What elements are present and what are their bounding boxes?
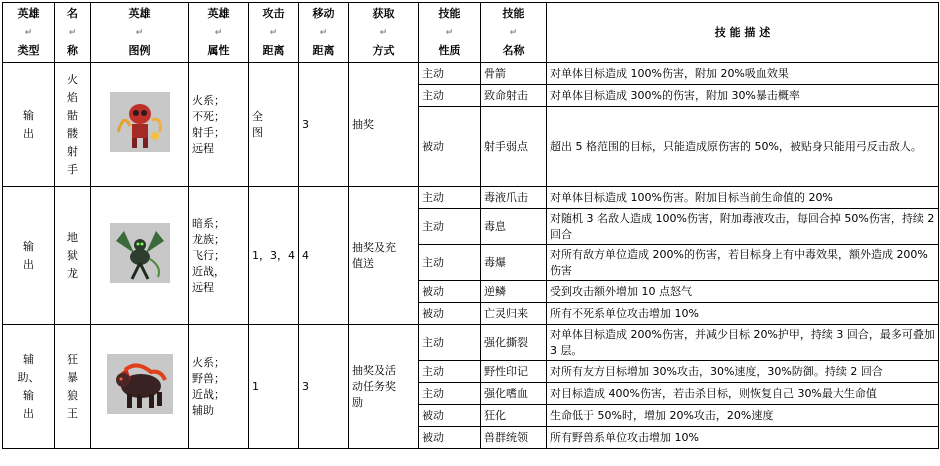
skill-nature: 主动 xyxy=(419,383,481,405)
skill-nature: 被动 xyxy=(419,281,481,303)
skill-desc: 对目标造成 400%伤害，若击杀目标，则恢复自己 30%最大生命值 xyxy=(547,383,939,405)
skill-name: 毒息 xyxy=(481,209,547,245)
attack-range-cell: 1，3，4 xyxy=(249,187,299,325)
fire-skeleton-archer-icon xyxy=(110,92,170,152)
skill-nature: 主动 xyxy=(419,187,481,209)
attack-range-cell: 全 图 xyxy=(249,63,299,187)
skill-name: 兽群统领 xyxy=(481,427,547,449)
table-row xyxy=(3,187,939,209)
skill-name: 毒爆 xyxy=(481,245,547,281)
skill-desc: 对所有敌方单位造成 200%的伤害，若目标身上有中毒效果，额外造成 200%伤害 xyxy=(547,245,939,281)
skill-name: 致命射击 xyxy=(481,85,547,107)
skill-name: 毒液爪击 xyxy=(481,187,547,209)
header-skill-nature: 技能 ↵ 性质 xyxy=(419,3,481,63)
skill-desc: 对单体目标造成 100%伤害，附加 20%吸血效果 xyxy=(547,63,939,85)
hero-type-cell: 输 出 xyxy=(3,63,55,187)
skill-name: 射手弱点 xyxy=(481,107,547,187)
skill-nature: 被动 xyxy=(419,303,481,325)
skill-name: 骨箭 xyxy=(481,63,547,85)
hell-dragon-icon xyxy=(110,223,170,283)
move-range-cell: 3 xyxy=(299,63,349,187)
header-obtain: 获取 ↵ 方式 xyxy=(349,3,419,63)
table-row xyxy=(3,63,939,85)
header-hero-type: 英雄 ↵ 类型 xyxy=(3,3,55,63)
skill-nature: 主动 xyxy=(419,85,481,107)
header-skill-name: 技能 ↵ 名称 xyxy=(481,3,547,63)
skill-desc: 对所有友方目标增加 30%攻击，30%速度，30%防御。持续 2 回合 xyxy=(547,361,939,383)
hero-image-cell xyxy=(91,325,189,449)
skill-name: 逆鳞 xyxy=(481,281,547,303)
header-move-range: 移动 ↵ 距离 xyxy=(299,3,349,63)
hero-name-cell: 地 狱 龙 xyxy=(55,187,91,325)
berserk-wolf-king-icon xyxy=(107,354,173,414)
skill-desc: 对单体目标造成 300%的伤害，附加 30%暴击概率 xyxy=(547,85,939,107)
skill-nature: 被动 xyxy=(419,427,481,449)
skill-desc: 所有不死系单位攻击增加 10% xyxy=(547,303,939,325)
skill-name: 强化嗜血 xyxy=(481,383,547,405)
obtain-cell: 抽奖 xyxy=(349,63,419,187)
skill-desc: 对单体目标造成 200%伤害，并减少目标 20%护甲，持续 3 回合，最多可叠加 3 层。 xyxy=(547,325,939,361)
table-row xyxy=(3,325,939,361)
hero-attributes-cell: 火系； 野兽； 近战； 辅助 xyxy=(189,325,249,449)
move-range-cell: 3 xyxy=(299,325,349,449)
hero-skill-table xyxy=(2,2,939,449)
skill-desc: 受到攻击额外增加 10 点怒气 xyxy=(547,281,939,303)
hero-name-cell: 狂 暴 狼 王 xyxy=(55,325,91,449)
skill-name: 强化撕裂 xyxy=(481,325,547,361)
skill-nature: 主动 xyxy=(419,245,481,281)
header-row xyxy=(3,3,939,63)
skill-nature: 主动 xyxy=(419,325,481,361)
skill-nature: 被动 xyxy=(419,405,481,427)
skill-name: 野性印记 xyxy=(481,361,547,383)
header-name: 名 ↵ 称 xyxy=(55,3,91,63)
hero-image-cell xyxy=(91,63,189,187)
attack-range-cell: 1 xyxy=(249,325,299,449)
skill-nature: 被动 xyxy=(419,107,481,187)
header-hero-image: 英雄 ↵ 图例 xyxy=(91,3,189,63)
skill-desc: 超出 5 格范围的目标，只能造成原伤害的 50%，被贴身只能用弓反击敌人。 xyxy=(547,107,939,187)
hero-image-cell xyxy=(91,187,189,325)
skill-nature: 主动 xyxy=(419,209,481,245)
hero-attributes-cell: 暗系； 龙族； 飞行； 近战， 远程 xyxy=(189,187,249,325)
hero-type-cell: 辅 助、 输 出 xyxy=(3,325,55,449)
hero-name-cell: 火 焰 骷 髅 射 手 xyxy=(55,63,91,187)
header-attributes: 英雄 ↵ 属性 xyxy=(189,3,249,63)
skill-name: 亡灵归来 xyxy=(481,303,547,325)
skill-desc: 所有野兽系单位攻击增加 10% xyxy=(547,427,939,449)
hero-attributes-cell: 火系； 不死； 射手； 远程 xyxy=(189,63,249,187)
header-skill-desc: 技 能 描 述 xyxy=(547,3,939,63)
hero-type-cell: 输 出 xyxy=(3,187,55,325)
skill-desc: 对单体目标造成 100%伤害。附加目标当前生命值的 20% xyxy=(547,187,939,209)
skill-nature: 主动 xyxy=(419,63,481,85)
skill-desc: 对随机 3 名敌人造成 100%伤害，附加毒液攻击，每回合掉 50%伤害，持续 2 回合 xyxy=(547,209,939,245)
skill-nature: 主动 xyxy=(419,361,481,383)
obtain-cell: 抽奖及充 值送 xyxy=(349,187,419,325)
skill-desc: 生命低于 50%时，增加 20%攻击，20%速度 xyxy=(547,405,939,427)
move-range-cell: 4 xyxy=(299,187,349,325)
header-attack-range: 攻击 ↵ 距离 xyxy=(249,3,299,63)
skill-name: 狂化 xyxy=(481,405,547,427)
obtain-cell: 抽奖及活 动任务奖 励 xyxy=(349,325,419,449)
